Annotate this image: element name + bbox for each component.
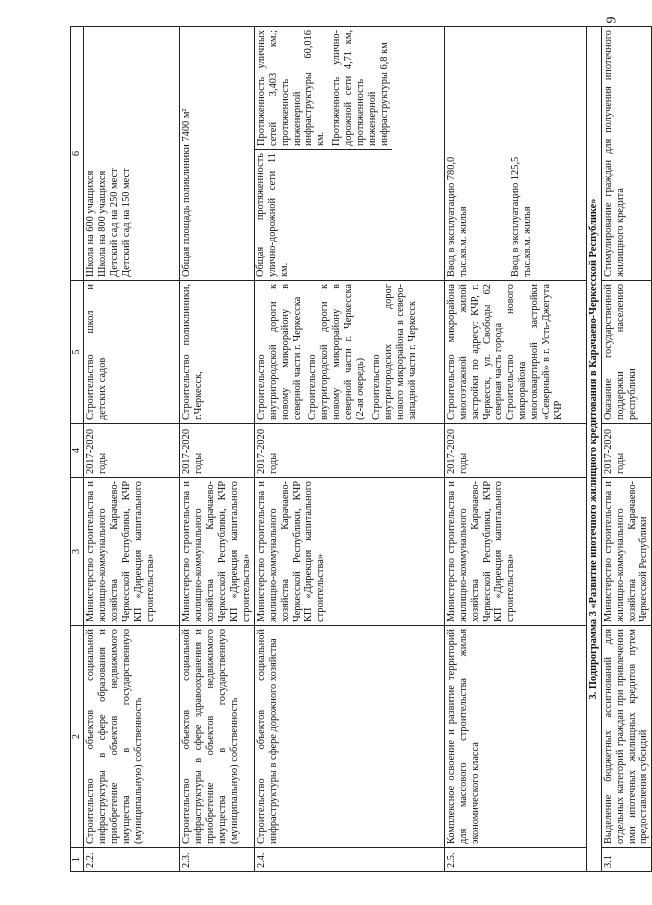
row-period: 2017-2020 годы	[254, 424, 444, 478]
row-period: 2017-2020 годы	[83, 424, 179, 478]
row-activity: Строительство школ и детских садов	[83, 281, 179, 424]
table-row	[179, 27, 254, 872]
row-activity: Оказание государственной поддержки населению республики	[601, 281, 652, 424]
table-row	[601, 27, 652, 872]
row-result: Общая площадь поликлиники 7400 м²	[179, 27, 254, 281]
program-activities-table	[70, 26, 652, 872]
row-name: Строительство объектов социальной инфраструктуры в сфере дорожного хозяйства	[254, 626, 444, 848]
header-col-5: 5	[71, 281, 84, 424]
result-left: Общая протяженность улично-дорожной сети 11 км.	[255, 149, 392, 280]
row-number: 2.4.	[254, 848, 444, 872]
row-result	[254, 27, 444, 281]
row-executor: Министерство строительства и жилищно-коммунального хозяйства Карачаево-Черкесской Республики, КЧР КП «Дирекция капитального строительства»	[179, 478, 254, 626]
rotated-table-wrapper	[70, 27, 650, 872]
row-period: 2017-2020 годы	[444, 424, 586, 478]
row-number: 3.1	[601, 848, 652, 872]
header-col-6: 6	[71, 27, 84, 281]
page-number: 9	[604, 16, 620, 24]
row-activity: Строительство поликлиники, г.Черкесск,	[179, 281, 254, 424]
row-executor: Министерство строительства и жилищно-коммунального хозяйства Карачаево-Черкесской Республики	[601, 478, 652, 626]
header-col-4: 4	[71, 424, 84, 478]
activity-item-1: Строительство микрорайона многоэтажной жилой застройки по адресу: КЧР, г. Черкесск, ул. Свободы 62 северная часть города	[445, 284, 505, 420]
row-number: 2.3.	[179, 848, 254, 872]
row-name: Строительство объектов социальной инфраструктуры в сфере здравоохранения и приобретение объектов недвижимого имущества в государственную (муниципальную) собственность	[179, 626, 254, 848]
row-name: Выделение бюджетных ассигнований для отдельных категорий граждан при привлечении ими ипотечных жилищных кредитов путем предоставления субсидий	[601, 626, 652, 848]
row-name: Комплексное освоение и развитие территорий для массового строительства жилья экономического класса	[444, 626, 586, 848]
table-row	[254, 27, 444, 872]
row-period: 2017-2020 годы	[179, 424, 254, 478]
header-row	[71, 27, 84, 872]
result-item-1: Ввод в эксплуатацию 780,0 тыс.кв.м. жилья	[445, 156, 469, 277]
header-col-3: 3	[71, 478, 84, 626]
row-executor: Министерство строительства и жилищно-коммунального хозяйства Карачаево-Черкесской Республики, КЧР КП «Дирекция капитального строительства»	[444, 478, 586, 626]
row-result: Стимулирование граждан для получения ипотечного жилищного кредита	[601, 27, 652, 281]
row-activity	[444, 281, 586, 424]
row-executor: Министерство строительства и жилищно-коммунального хозяйства Карачаево-Черкесской Республики, КЧР КП «Дирекция капитального строительства»	[83, 478, 179, 626]
row-number: 2.2.	[83, 848, 179, 872]
row-period: 2017-2020 годы	[601, 424, 652, 478]
result-item-2: Ввод в эксплуатацию 125,5 тыс.кв.м. жилья	[509, 156, 533, 277]
table-row	[83, 27, 179, 872]
row-name: Строительство объектов социальной инфраструктуры в сфере образования и приобретение объектов недвижимого имущества в государственную (муниципальную) собственность	[83, 626, 179, 848]
activity-item-1: Строительство внутригородской дороги к новому микрорайону в северной части г. Черкесска	[255, 284, 303, 420]
row-result	[444, 27, 586, 281]
subprogram-row	[586, 27, 601, 872]
table-row	[444, 27, 586, 872]
activity-item-2: Строительство внутригородской дороги к новому микрорайону в северной части г. Черкесска (2-ая очередь)	[307, 284, 367, 420]
subprogram-title: 3. Подпрограмма 3 «Развитие ипотечного жилищного кредитования в Карачаево-Черкесской Республике»	[586, 27, 601, 872]
row-result: Школа на 600 учащихся Школа на 800 учащихся Детский сад на 250 мест Детский сад на 150 мест	[83, 27, 179, 281]
header-col-1: 1	[71, 848, 84, 872]
row-executor: Министерство строительства и жилищно-коммунального хозяйства Карачаево-Черкесской Республики, КЧР КП «Дирекция капитального строительства»	[254, 478, 444, 626]
header-col-2: 2	[71, 626, 84, 848]
result-right-1: Протяженность уличных сетей 3,403 км.; протяженность инженерной инфраструктуры 60,016 км.	[255, 30, 327, 146]
activity-item-3: Строительство внутригородских дорог нового микрорайона в северо-западной части г. Черкесск	[371, 284, 419, 420]
result-right-2: Протяженность улично-дорожной сети 4,71 км, протяженность инженерной инфраструктуры 6,8 км	[331, 30, 391, 146]
activity-item-2: Строительство нового микрорайона многоквартирной застройки «Северный» в г. Усть-Джегута КЧР	[505, 284, 565, 420]
row-number: 2.5.	[444, 848, 586, 872]
row-activity	[254, 281, 444, 424]
